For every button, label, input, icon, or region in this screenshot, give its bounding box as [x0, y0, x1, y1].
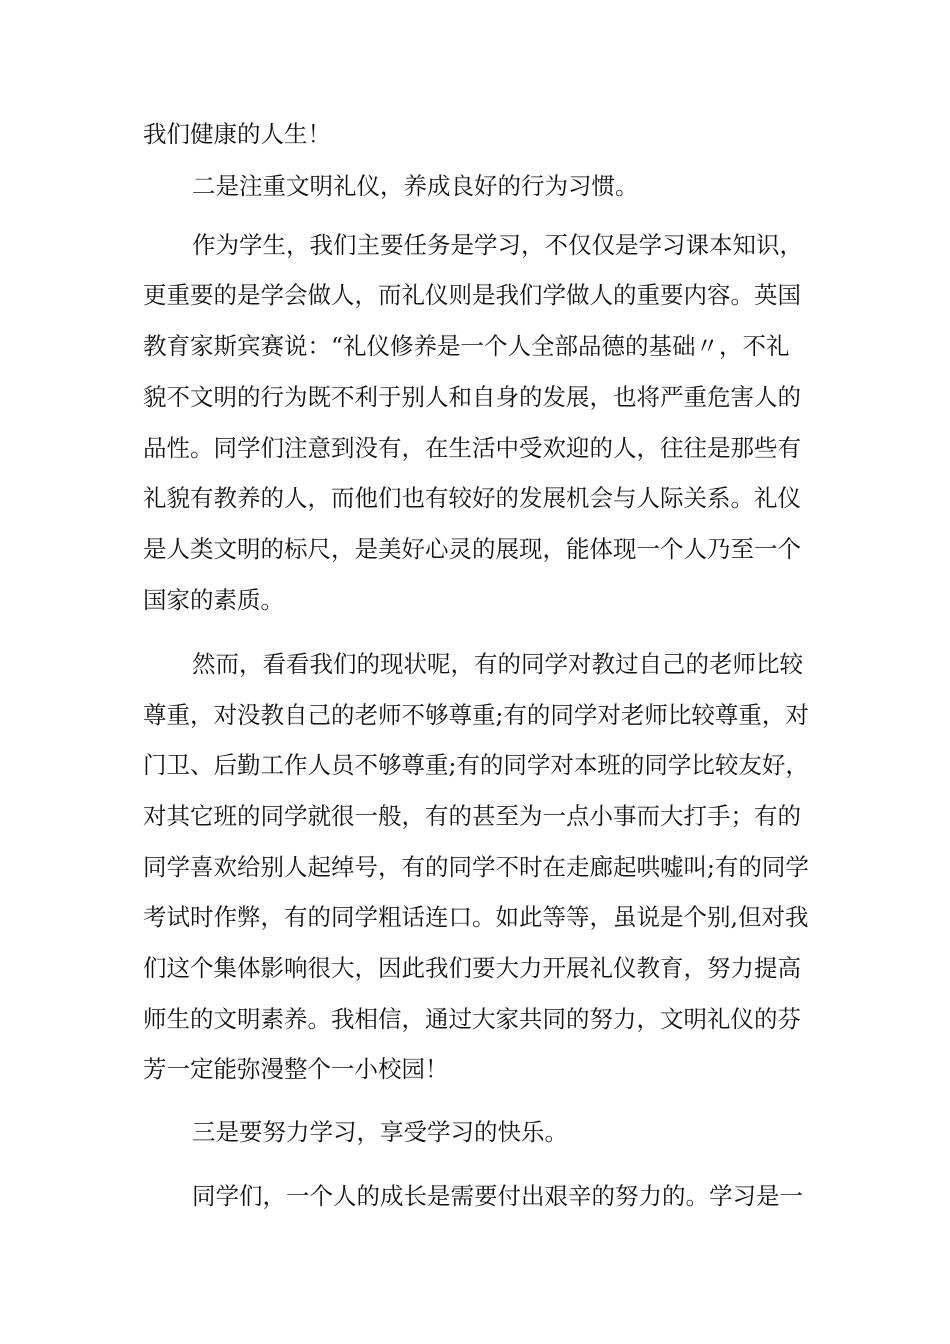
text-line-18: 师生的文明素养。我相信，通过大家共同的努力，文明礼仪的芬 [143, 1005, 801, 1033]
text-line-6: 貌不文明的行为既不利于别人和自身的发展，也将严重危害人的 [143, 383, 801, 411]
text-line-3: 作为学生，我们主要任务是学习，不仅仅是学习课本知识， [192, 231, 803, 259]
text-line-9: 是人类文明的标尺，是美好心灵的展现，能体现一个人乃至一个 [143, 535, 801, 563]
heading-study: 三是要努力学习，享受学习的快乐。 [192, 1118, 568, 1146]
text-line-5: 教育家斯宾赛说：“礼仪修养是一个人全部品德的基础〃，不礼 [143, 332, 790, 360]
text-line-12: 尊重，对没教自己的老师不够尊重;有的同学对老师比较尊重，对 [143, 701, 809, 729]
text-line-15: 同学喜欢给别人起绰号，有的同学不时在走廊起哄嘘叫;有的同学 [143, 853, 809, 881]
text-line-8: 礼貌有教养的人，而他们也有较好的发展机会与人际关系。礼仪 [143, 484, 801, 512]
text-line-11: 然而，看看我们的现状呢，有的同学对教过自己的老师比较 [192, 650, 803, 678]
text-line-19: 芳一定能弥漫整个一小校园！ [143, 1055, 449, 1083]
text-line-4: 更重要的是学会做人，而礼仪则是我们学做人的重要内容。英国 [143, 281, 801, 309]
heading-etiquette: 二是注重文明礼仪，养成良好的行为习惯。 [192, 172, 639, 200]
text-line-21: 同学们，一个人的成长是需要付出艰辛的努力的。学习是一 [192, 1182, 803, 1210]
text-line-16: 考试时作弊，有的同学粗话连口。如此等等，虽说是个别,但对我 [143, 903, 809, 931]
text-line-17: 们这个集体影响很大，因此我们要大力开展礼仪教育，努力提高 [143, 954, 801, 982]
text-line-14: 对其它班的同学就很一般，有的甚至为一点小事而大打手；有的 [143, 802, 801, 830]
text-line-13: 门卫、后勤工作人员不够尊重;有的同学对本班的同学比较友好， [143, 751, 809, 779]
text-line-7: 品性。同学们注意到没有，在生活中受欢迎的人，往往是那些有 [143, 434, 801, 462]
text-line-10: 国家的素质。 [143, 586, 284, 614]
text-line-1: 我们健康的人生！ [143, 120, 331, 148]
